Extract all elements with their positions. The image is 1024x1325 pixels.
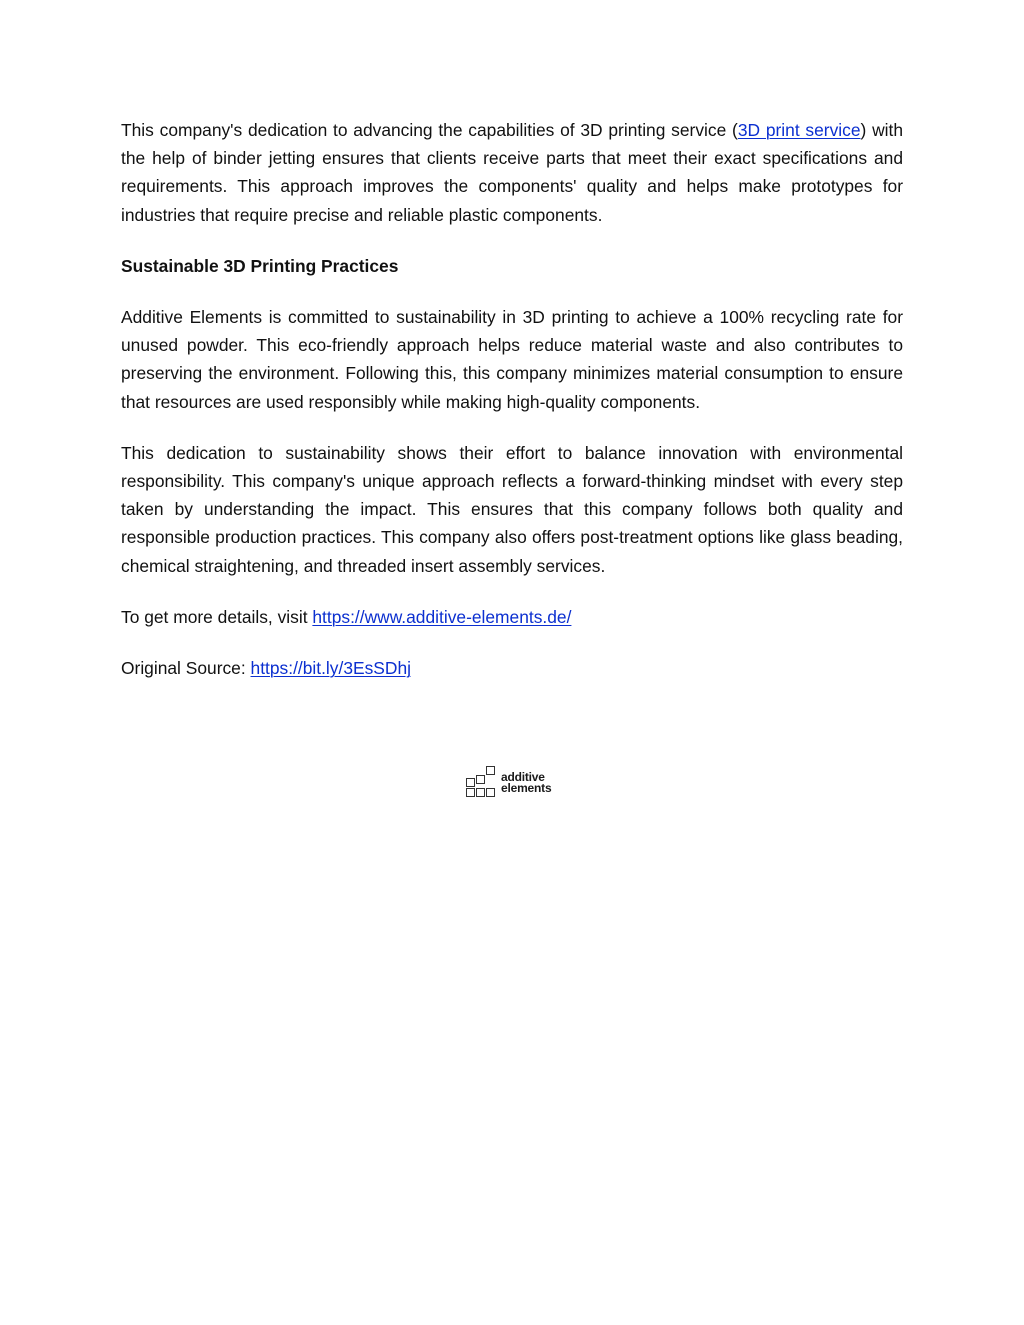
- logo-word-elements: elements: [501, 781, 552, 795]
- original-source-link[interactable]: https://bit.ly/3EsSDhj: [250, 658, 411, 679]
- intro-paragraph: [121, 116, 903, 229]
- intro-text-start: This company's dedication to advancing the capabilities of 3D printing service (: [121, 120, 738, 140]
- source-line: [121, 654, 903, 682]
- logo-wordmark: [501, 772, 551, 794]
- sustainability-paragraph: Additive Elements is committed to sustainability in 3D printing to achieve a 100% recycling rate for unused powder. This eco-friendly approach helps reduce material waste and also contributes to preserving the environment. Following this, this company minimizes material consumption to ensure that resources are used responsibly while making high-quality components.: [121, 307, 903, 412]
- intro-text-end: ) with the help of binder jetting ensures that clients receive parts that meet their exact specifications and requirements. This approach improves the components' quality and helps make prototypes for industries that require precise and reliable plastic components.: [121, 120, 904, 225]
- source-label: Original Source:: [121, 658, 251, 679]
- details-label: To get more details, visit: [121, 606, 313, 627]
- stacked-squares-logo-icon: [465, 766, 499, 798]
- dedication-paragraph: This dedication to sustainability shows their effort to balance innovation with environmental responsibility. This company's unique approach reflects a forward-thinking mindset with every step taken by understanding the impact. This ensures that this company follows both quality and responsible production practices. This company also offers post-treatment options like glass beading, chemical straightening, and threaded insert assembly services.: [121, 442, 903, 576]
- website-link[interactable]: https://www.additive-elements.de/: [312, 606, 572, 627]
- section-heading: Sustainable 3D Printing Practices: [121, 255, 399, 276]
- document-body: [121, 116, 903, 705]
- logo-word-additive: additive: [501, 770, 545, 784]
- 3d-print-service-link[interactable]: 3D print service: [737, 120, 861, 140]
- details-line: [121, 603, 903, 631]
- additive-elements-logo: [465, 766, 565, 798]
